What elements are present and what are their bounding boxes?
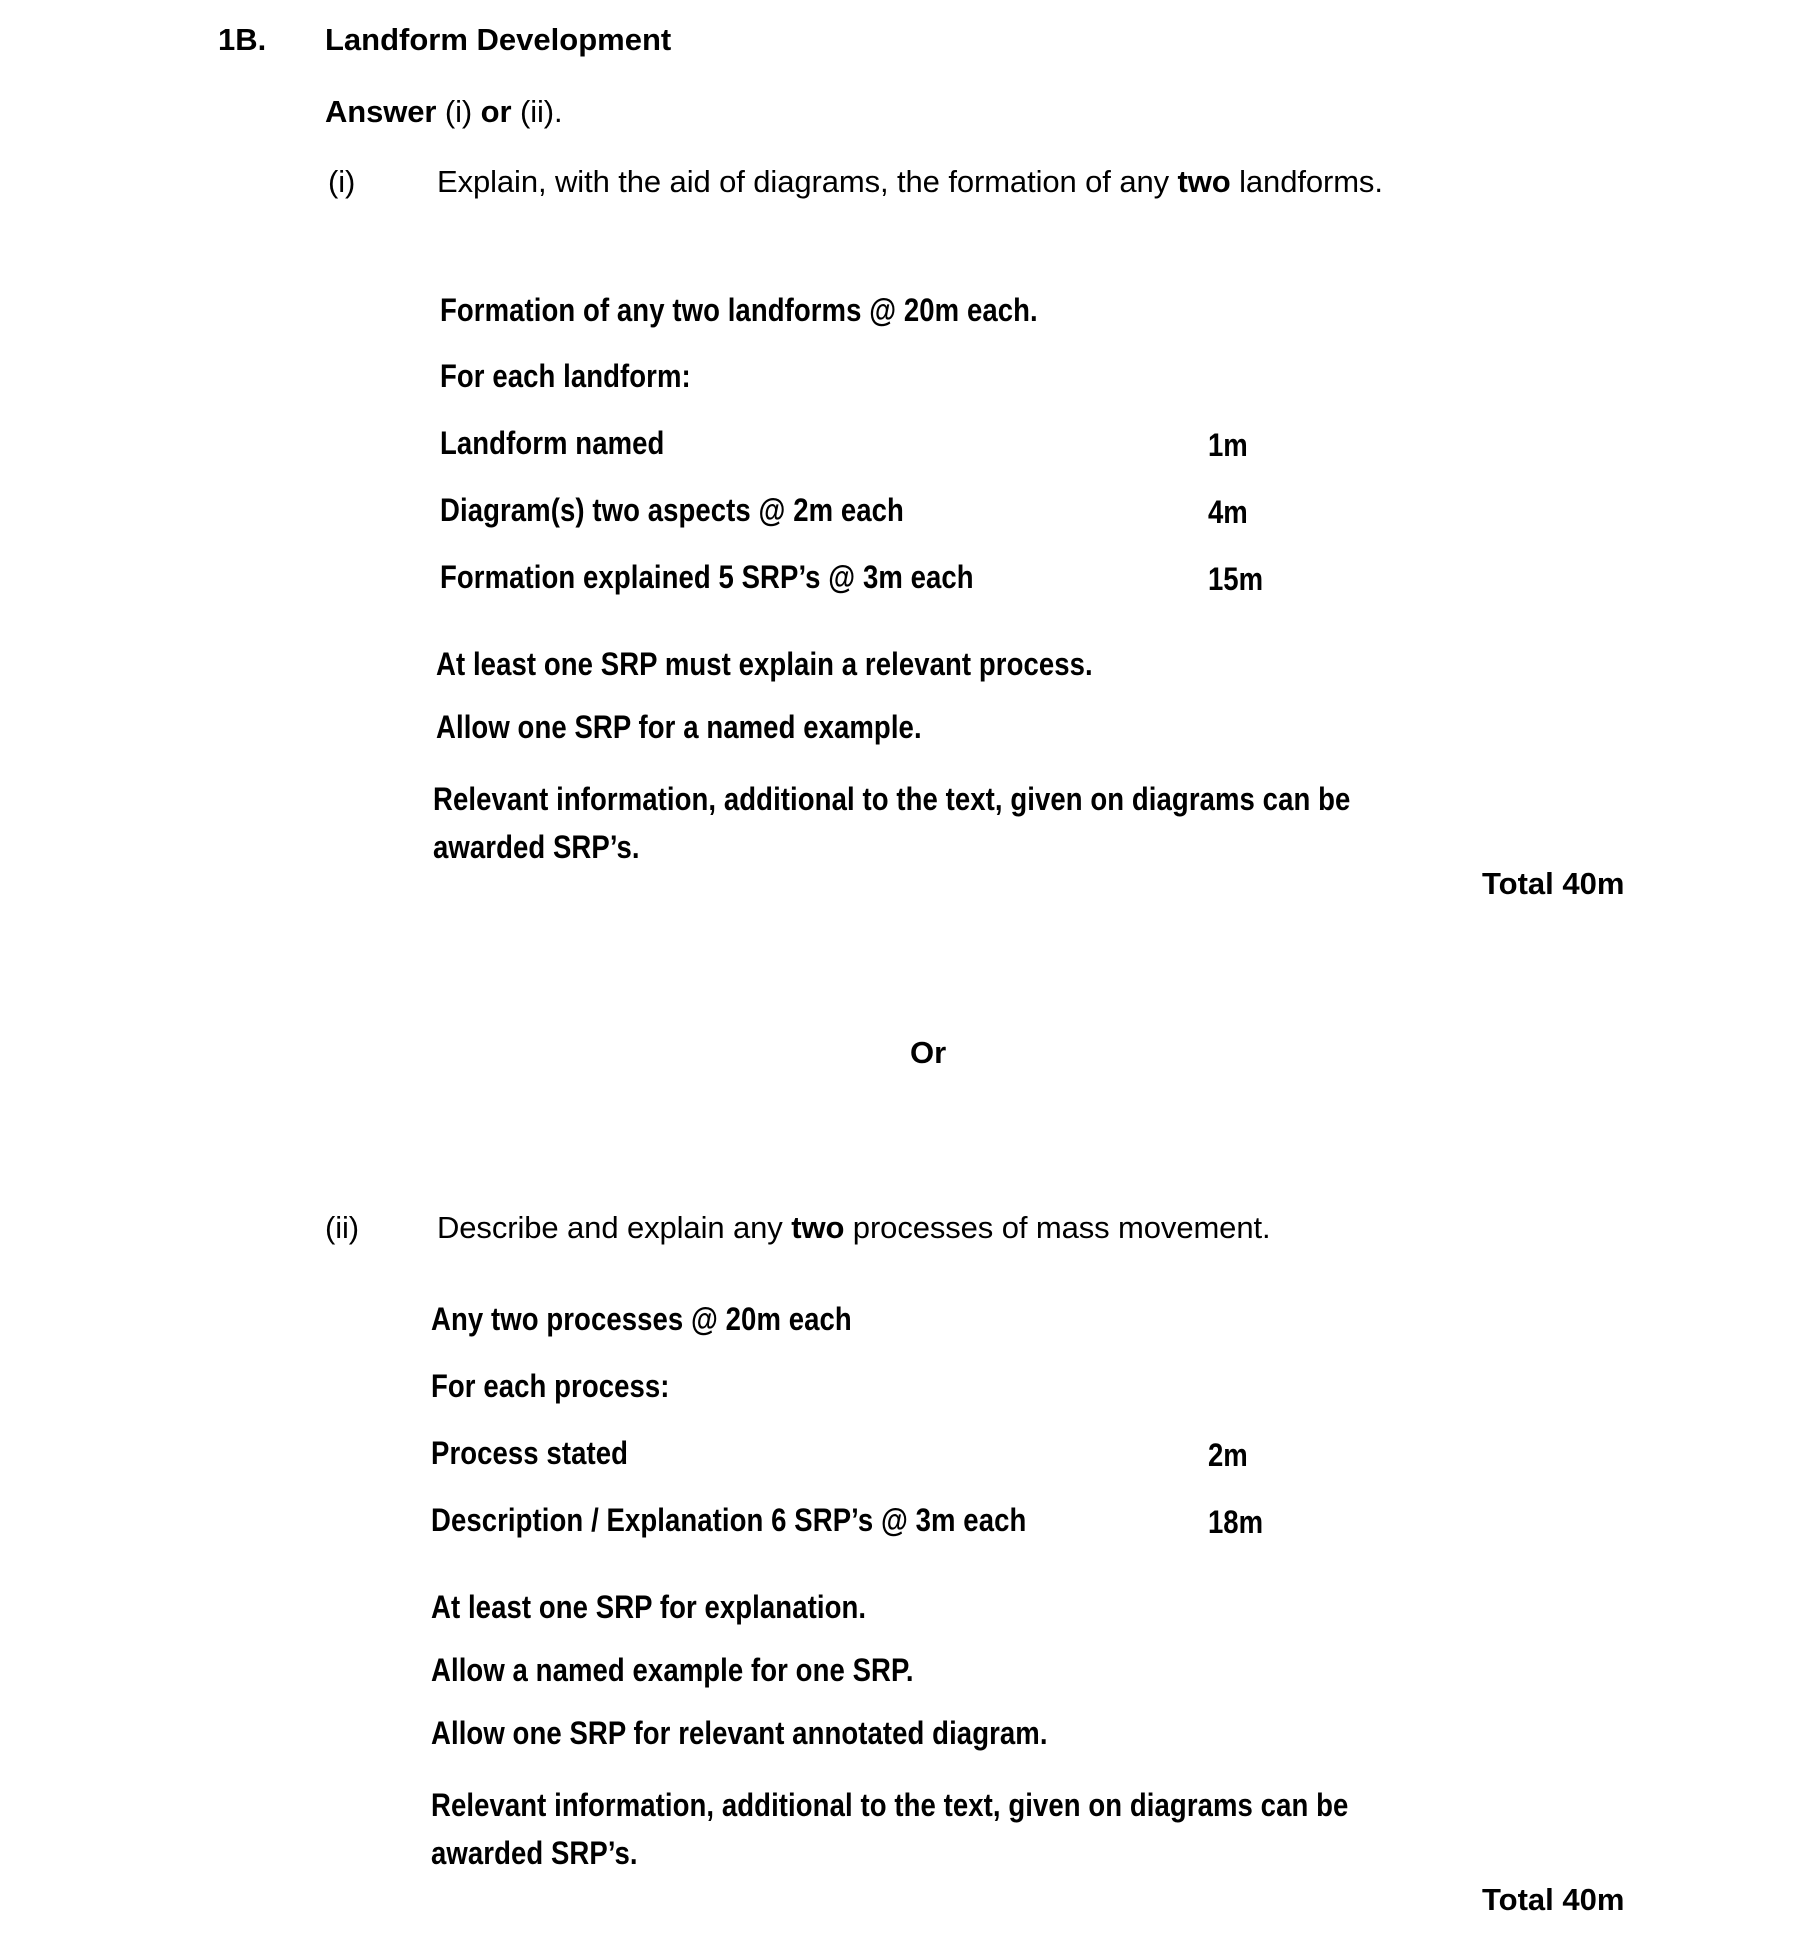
part-i-note-wrapped: Relevant information, additional to the text, given on diagrams can be awarded SRP’s. — [433, 781, 1351, 865]
part-ii-note: Allow a named example for one SRP. — [431, 1652, 914, 1688]
part-i-note: At least one SRP must explain a relevant process. — [436, 646, 1093, 682]
part-ii-criterion-marks: 2m — [1208, 1437, 1248, 1473]
answer-instruction-lead: Answer — [325, 94, 437, 129]
part-ii-note: At least one SRP for explanation. — [431, 1589, 867, 1625]
part-ii-criterion-label: Description / Explanation 6 SRP’s @ 3m each — [431, 1502, 1027, 1538]
part-i-scheme-subhead: For each landform: — [440, 358, 691, 394]
answer-instruction-option-one-text: (i) — [444, 94, 473, 129]
part-ii-total: Total 40m — [1482, 1882, 1625, 1917]
answer-instruction-option-two: (ii). — [519, 94, 563, 129]
or-separator: Or — [910, 1035, 947, 1070]
part-i-marker: (i) — [328, 164, 356, 199]
part-i-criterion-label: Landform named — [440, 425, 665, 461]
part-i-question-after: landforms. — [1230, 164, 1383, 199]
part-i-criterion-marks: 15m — [1208, 561, 1264, 597]
part-i-question-before: Explain, with the aid of diagrams, the formation of any — [437, 164, 1178, 199]
answer-instruction-option-one — [436, 94, 445, 129]
page-title: Landform Development — [325, 22, 672, 57]
part-i-question — [437, 166, 1383, 197]
answer-instruction-conjunction: or — [480, 94, 512, 129]
part-ii-question-before: Describe and explain any — [437, 1210, 792, 1245]
part-i-criterion-label: Formation explained 5 SRP’s @ 3m each — [440, 559, 974, 595]
part-i-scheme-intro: Formation of any two landforms @ 20m each. — [440, 292, 1038, 328]
part-ii-note-wrapped: Relevant information, additional to the text, given on diagrams can be awarded SRP’s. — [431, 1787, 1349, 1871]
part-i-criterion-marks: 1m — [1208, 427, 1248, 463]
part-i-criterion-label: Diagram(s) two aspects @ 2m each — [440, 492, 904, 528]
part-i-note: Allow one SRP for a named example. — [436, 709, 922, 745]
part-ii-question — [437, 1212, 1271, 1243]
part-ii-criterion-marks: 18m — [1208, 1504, 1264, 1540]
part-ii-question-emphasis: two — [791, 1210, 845, 1245]
part-ii-note: Allow one SRP for relevant annotated diagram. — [431, 1715, 1048, 1751]
part-i-total: Total 40m — [1482, 866, 1625, 901]
part-ii-criterion-label: Process stated — [431, 1435, 629, 1471]
question-number: 1B. — [218, 22, 267, 57]
part-ii-scheme-intro: Any two processes @ 20m each — [431, 1301, 852, 1337]
part-ii-scheme-subhead: For each process: — [431, 1368, 670, 1404]
part-ii-marker: (ii) — [325, 1210, 360, 1245]
part-i-question-emphasis: two — [1177, 164, 1231, 199]
part-i-criterion-marks: 4m — [1208, 494, 1248, 530]
answer-instruction — [325, 96, 563, 127]
part-ii-question-after: processes of mass movement. — [844, 1210, 1271, 1245]
